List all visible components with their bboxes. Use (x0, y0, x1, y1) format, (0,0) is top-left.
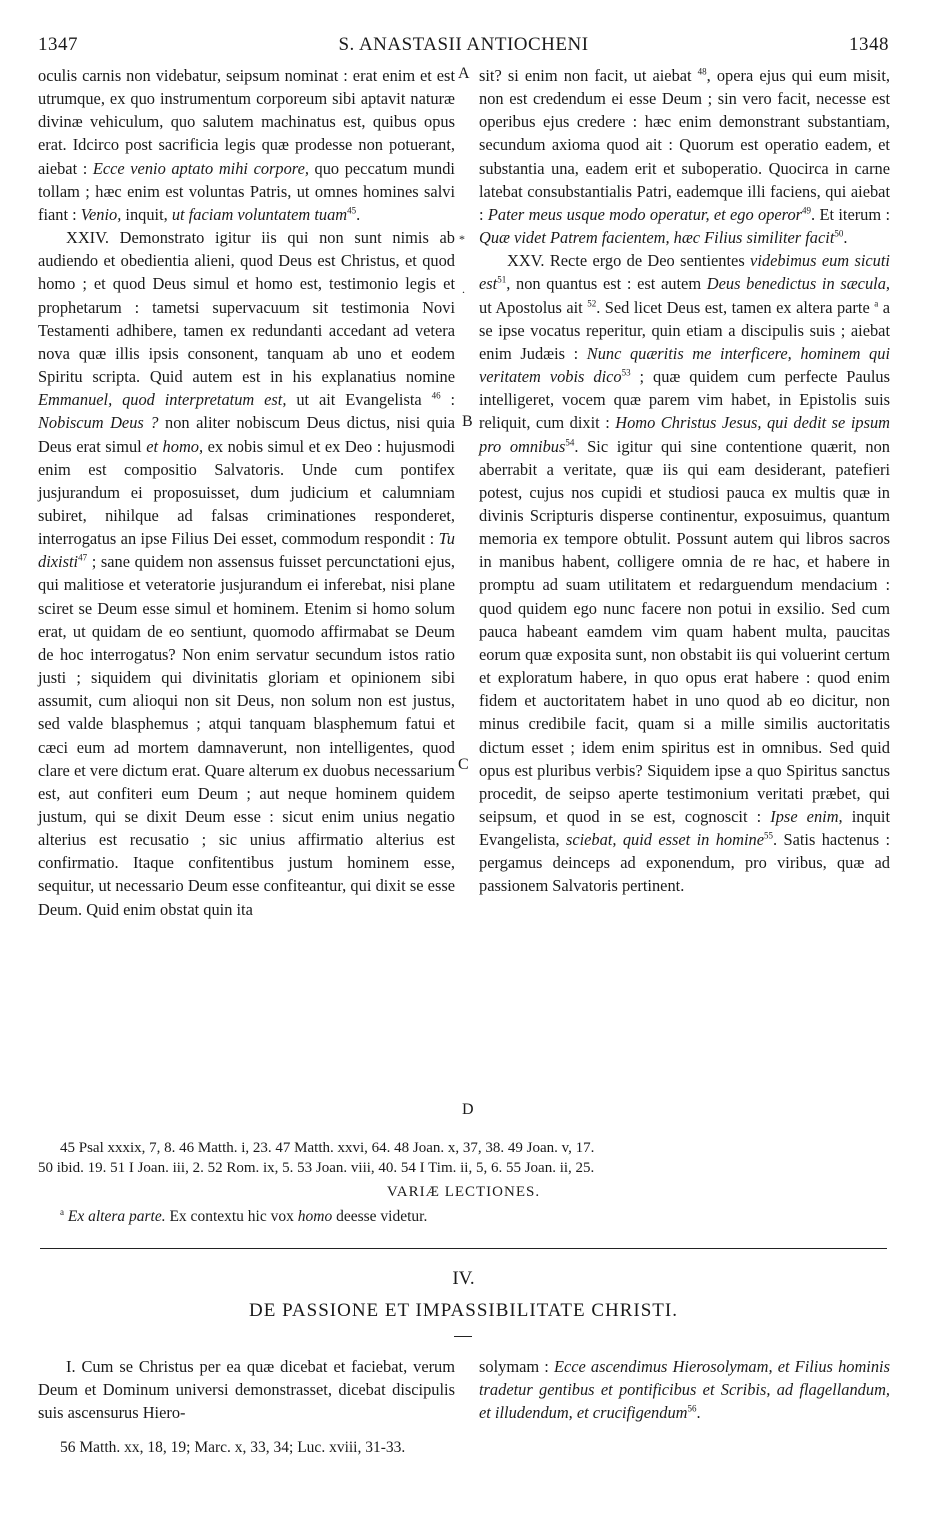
page-number-right: 1348 (849, 34, 889, 55)
right-column (479, 64, 890, 898)
paragraph-i: I. Cum se Christus per ea quæ dicebat et faciebat, verum Deum et Dominum universi demonstrasset, dicebat discipulis suis ascensurus Hiero- (38, 1357, 455, 1423)
paragraph-intro-left: oculis carnis non videbatur, seipsum nominat : erat enim et est utrumque, ex quo instrumentum corporeum sibi aptavit naturæ divinæ vehiculum, quo salutem machinatus est, quibus opus erat. Idcirco post sacrificia legis quæ prodesse non potuerant, aiebat : Ecce venio aptato mihi corpore, quo peccatum mundi tollam ; hæc enim est voluntas Patris, ut omnes homines salvi fiant : Venio, inquit, ut faciam voluntatem tuam$^{45}$. (38, 66, 455, 224)
variae-lectiones-note: $^a$ Ex altera parte. Ex contextu hic vox homo deesse videtur. (60, 1206, 428, 1225)
section-right-column (479, 1355, 890, 1424)
footnotes-line-2: 50 ibid. 19. 51 I Joan. iii, 2. 52 Rom. ix, 5. 53 Joan. viii, 40. 54 I Tim. ii, 5, 6. 55 Joan. ii, 25. (38, 1160, 595, 1176)
paragraph-intro-right: sit? si enim non facit, ut aiebat $^{48}$, opera ejus qui eum misit, non est credendum ei esse Deum ; sin vero facit, necesse est operibus ejus credere : hæc enim demonstrant substantiam, secundum axioma quod ait : Quorum est operatio eadem, et substantia una, eadem erit et suboperatio. Quocirca in carne latebat consubstantialis Patri, eademque illi faciens, qui aiebat : Pater meus usque modo operatur, et ego operor$^{49}$. Et iterum : Quæ videt Patrem facientem, hæc Filius similiter facit$^{50}$. (479, 66, 890, 248)
footnote-ref: 49 (802, 205, 812, 216)
footnote-ref: 46 (431, 390, 441, 401)
footnote-ref: 48 (697, 66, 707, 77)
paragraph-xxiv: XXIV. Demonstrato igitur iis qui non sunt nimis ab audiendo et obedientia alieni, quod Deus est Christus, et quod homo ; et quod Deus simul et homo est, testimonio legis et prophetarum : tametsi supervacuum sit testimonia Novi Testamenti adhibere, tamen ex redundanti accedant ad vetera nova quæ illis ipsis consonent, tanquam ab uno et eodem Spiritu scripta. Quid autem est in his explanatius nomine Emmanuel, quod interpretatum est, ut ait Evangelista $^{46}$ : Nobiscum Deus ? non aliter nobiscum Deus dictus, nisi quia Deus erat simul et homo, ex nobis simul et ex Deo : hujusmodi enim est compositio Salvatoris. Unde cum pontifex jusjurandum ei proposuisset, dum judicium et calumniam subiret, nihilque ad falsas criminationes responderet, interrogatus an ipse Filius Dei esset, commodum respondit : Tu dixisti$^{47}$ ; sane quidem non assensus fuisset percunctationi ejus, qui malitiose et veteratorie jusjurandum ei inferebat, nisi plane sciret se Deum esse simul et hominem. Etenim si homo solum erat, ut quidam de eo sentiunt, quomodo affirmabat se Deum de hoc interrogatus? Non enim servatur secundum istos ratio justi ; siquidem qui divinitatis gloriam et opinionem sibi assumit, cum alioqui non sit Deus, non solum non est justus, sed valde blasphemus ; atqui tanquam blasphemum fatui et cæci eum ad mortem damnaverunt, non intelligentes, quod clare et vere dictum erat. Quare alterum ex duobus necessarium est, aut confiteri eum Deum ; aut neque hominem quidem justum, qui se dixit Deum esse : sicut enim unius negatio alterius est recusatio ; sic unius affirmatio alterius est confirmatio. Itaque confitentibus justum hominem esse, sequitur, ut necessario Deum esse confiteantur, qui dixit se esse Deum. Quid enim obstat quin ita (38, 228, 456, 919)
variant-ref: a (874, 298, 879, 309)
page-header (38, 34, 889, 58)
footnote-ref: 56 (687, 1403, 697, 1414)
margin-letter-d: D (462, 1101, 474, 1118)
title-rule (454, 1336, 472, 1337)
section-left-column (38, 1355, 455, 1424)
section-divider (40, 1248, 887, 1249)
margin-mark: * (459, 232, 465, 246)
margin-letter-a: A (458, 65, 470, 82)
margin-letter-b: B (462, 413, 473, 430)
margin-letter-c: C (458, 756, 469, 773)
section-title: DE PASSIONE ET IMPASSIBILITATE CHRISTI. (249, 1300, 678, 1321)
footnote-ref: 45 (347, 205, 357, 216)
variae-lectiones-title: VARIÆ LECTIONES. (386, 1184, 541, 1200)
footnote-ref: 55 (764, 830, 773, 841)
footnote-ref: 51 (497, 274, 507, 285)
paragraph-xxv: XXV. Recte ergo de Deo sentientes videbimus eum sicuti est$^{51}$, non quantus est : est autem Deus benedictus in sæcula, ut Apostolus ait $^{52}$. Sed licet Deus est, tamen ex altera parte $^a$ a se ipse vocatus reperitur, quin etiam a discipulis suis ; aiebat enim Judæis : Nunc quæritis me interficere, hominem qui veritatem vobis dico$^{53}$ ; quæ quidem cum perfecte Paulus intelligeret, vocem quæ parem vim habet, in Epistolis suis reliquit, cum dixit : Homo Christus Jesus, qui dedit se ipsum pro omnibus$^{54}$. Sic igitur qui sine contentione quærit, non aberrabit a veritate, quæ iis qui eam desiderant, patefieri potest, cujus nos cupidi et studiosi pauca ex multis quæ in divinis Scripturis disperse continentur, exposuimus, quantum memoria ex tempore obtulit. Possunt autem qui libros sacros in manibus habent, colligere omnia de re hac, et habere in promptu ad suam utilitatem et redarguendum mendacium : quod quidem ego nunc facere non potui in exsilio. Sed cum pauca habeant eamdem vim quam habent multa, paucitas eorum quæ exposita sunt, non obstabit iis qui voluerint certum et exploratum habere, in quo opus erat habere : quod enim fidem et auctoritatem habet in uno quod ab eo dicitur, non minus credibile facit, quam si a mille similis auctoritatis dictum esset ; idem enim spiritus est in omnibus. Sed quid opus est pluribus verbis? Siquidem ipse a quo Spiritus sanctus procedit, de seipso aperte testimonium veritati præbet, qui seipsum, et quod in se est, cognoscit : Ipse enim, inquit Evangelista, sciebat, quid esset in homine$^{55}$. Satis hactenus : pergamus deinceps ad exponendum, pro viribus, quæ ad passionem Salvatoris pertinent. (479, 251, 891, 896)
footnote-ref: 50 (834, 228, 844, 239)
footnote-ref: 52 (587, 298, 597, 309)
left-column (38, 64, 455, 921)
page-number-left: 1347 (38, 34, 78, 55)
footnote-ref: 47 (78, 552, 88, 563)
running-title: S. ANASTASII ANTIOCHENI (338, 34, 589, 55)
section-number: IV. (452, 1268, 475, 1289)
footnotes-line-1: 45 Psal xxxix, 7, 8. 46 Matth. i, 23. 47 Matth. xxvi, 64. 48 Joan. x, 37, 38. 49 Joan. v, 17. (60, 1140, 595, 1156)
footnote-last: 56 Matth. xx, 18, 19; Marc. x, 33, 34; Luc. xviii, 31-33. (60, 1439, 406, 1456)
paragraph-i-continued: solymam : Ecce ascendimus Hierosolymam, et Filius hominis tradetur gentibus et pontificibus et Scribis, ad flagellandum, et illudendum, et crucifigendum$^{56}$. (479, 1357, 890, 1423)
margin-mark: . (462, 282, 465, 296)
footnote-ref: 54 (565, 437, 575, 448)
footnote-ref: 53 (621, 367, 631, 378)
